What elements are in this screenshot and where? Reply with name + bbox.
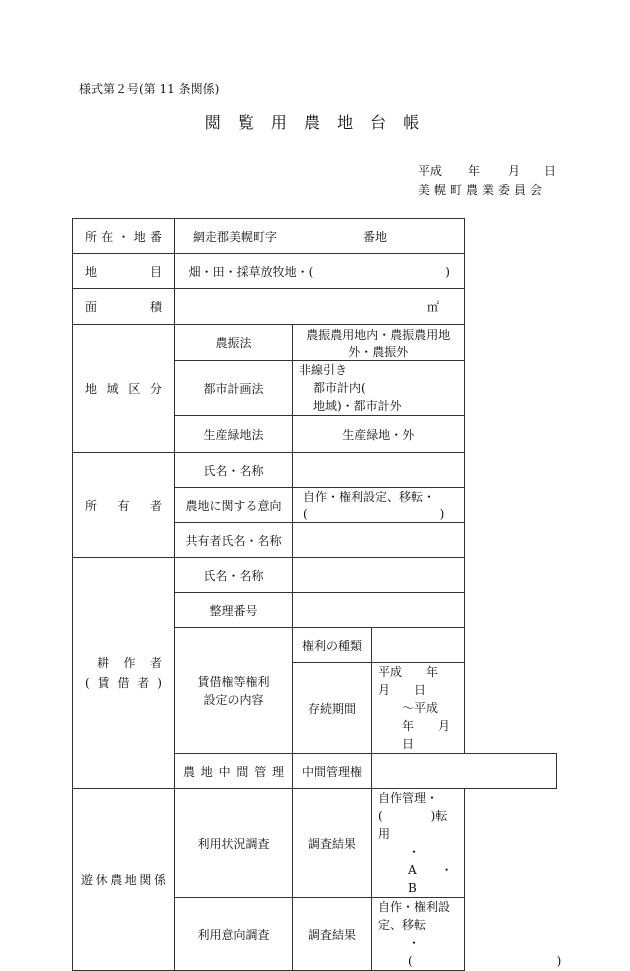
row-zoning-agri (73, 325, 557, 361)
row-owner-name (73, 453, 557, 488)
co-owner-label: 共有者氏名・名称 (175, 523, 293, 558)
lease-label-line1: 賃借権等権利 (197, 674, 270, 689)
date-era: 平成 (418, 164, 443, 178)
land-category-value: 畑・田・採草放牧地・( ) (175, 254, 465, 289)
date-year: 年 (468, 164, 481, 178)
form-number: 様式第２号(第 11 条関係) (79, 82, 220, 96)
cultivator-name-label: 氏名・名称 (175, 558, 293, 593)
location-suffix: 番地 (363, 229, 388, 244)
co-owner-value (293, 523, 465, 558)
city-plan-line1: 非線引き (299, 363, 348, 377)
right-type-value (372, 628, 465, 663)
city-plan-value (293, 361, 465, 416)
label-char: 賃 (97, 676, 110, 690)
page-title: 閲 覧 用 農 地 台 帳 (204, 113, 426, 132)
green-value: 生産緑地・外 (293, 416, 465, 453)
issuer: 美幌町農業委員会 (418, 183, 547, 197)
owner-name-label: 氏名・名称 (175, 453, 293, 488)
owner-intent-label: 農地に関する意向 (175, 488, 293, 523)
intent-survey-label: 利用意向調査 (175, 898, 293, 971)
intent-result-label: 調査結果 (293, 898, 372, 971)
agri-act-label: 農振法 (175, 325, 293, 361)
agri-act-value: 農振農用地内・農振農用地外・農振外 (293, 325, 465, 361)
row-area (73, 289, 557, 325)
area-value (175, 289, 465, 325)
usage-survey-label: 利用状況調査 (175, 789, 293, 898)
date-line (418, 162, 556, 179)
term-line2: ～平成 年 月 日 (402, 701, 475, 751)
zoning-label: 地域区分 (73, 325, 175, 453)
land-category-label: 地目 (73, 254, 175, 289)
cultivator-label-line2 (85, 673, 162, 693)
location-prefix: 網走郡美幌町字 (193, 229, 278, 244)
row-cultivator-name (73, 558, 557, 593)
area-unit: ㎡ (427, 300, 440, 314)
right-type-label: 権利の種類 (293, 628, 372, 663)
date-day: 日 (544, 164, 557, 178)
usage-line2: ・ A ・ B (408, 845, 477, 895)
cultivator-name-value (293, 558, 465, 593)
usage-result-label: 調査結果 (293, 789, 372, 898)
cultivator-label (73, 558, 175, 789)
label-char: 耕 (97, 656, 110, 670)
date-month: 月 (508, 164, 521, 178)
intent-result-value (372, 898, 562, 971)
intermediary-value (372, 754, 557, 789)
location-label: 所在・地番 (73, 219, 175, 254)
city-plan-line2: 都市計内( 地域)・都市計外 (313, 381, 450, 413)
label-char: 者 (137, 676, 150, 690)
green-label: 生産緑地法 (175, 416, 293, 453)
label-char: 作 (123, 656, 136, 670)
label-char: ) (157, 676, 162, 690)
row-usage-survey (73, 789, 557, 898)
row-location (73, 219, 557, 254)
area-label: 面積 (73, 289, 175, 325)
label-char: 者 (149, 656, 162, 670)
owner-intent-value: 自作・権利設定、移転・( ) (293, 488, 465, 523)
city-plan-label: 都市計画法 (175, 361, 293, 416)
cultivator-ref-value (293, 593, 465, 628)
cultivator-ref-label: 整理番号 (175, 593, 293, 628)
location-value (175, 219, 465, 254)
farmland-ledger-table (72, 218, 562, 971)
label-char: 借 (117, 676, 130, 690)
intermediary-label: 農地中間管理 (175, 754, 293, 789)
row-land-category (73, 254, 557, 289)
lease-label-line2: 設定の内容 (203, 692, 264, 707)
lease-label (175, 628, 293, 754)
intent-line2: ・( ) (408, 936, 562, 968)
idle-land-label: 遊休農地関係 (73, 789, 175, 971)
cultivator-label-line1 (85, 653, 162, 673)
term-value (372, 663, 475, 754)
term-label: 存続期間 (293, 663, 372, 754)
owner-label: 所有者 (73, 453, 175, 558)
intermediary-sub-label: 中間管理権 (293, 754, 372, 789)
usage-result-value (372, 789, 477, 898)
label-char: ( (85, 676, 90, 690)
usage-line1: 自作管理・( )転用 (378, 791, 448, 841)
term-line1: 平成 年 月 日 (378, 665, 463, 697)
intent-line1: 自作・権利設定、移転 (378, 900, 451, 932)
owner-name-value (293, 453, 465, 488)
